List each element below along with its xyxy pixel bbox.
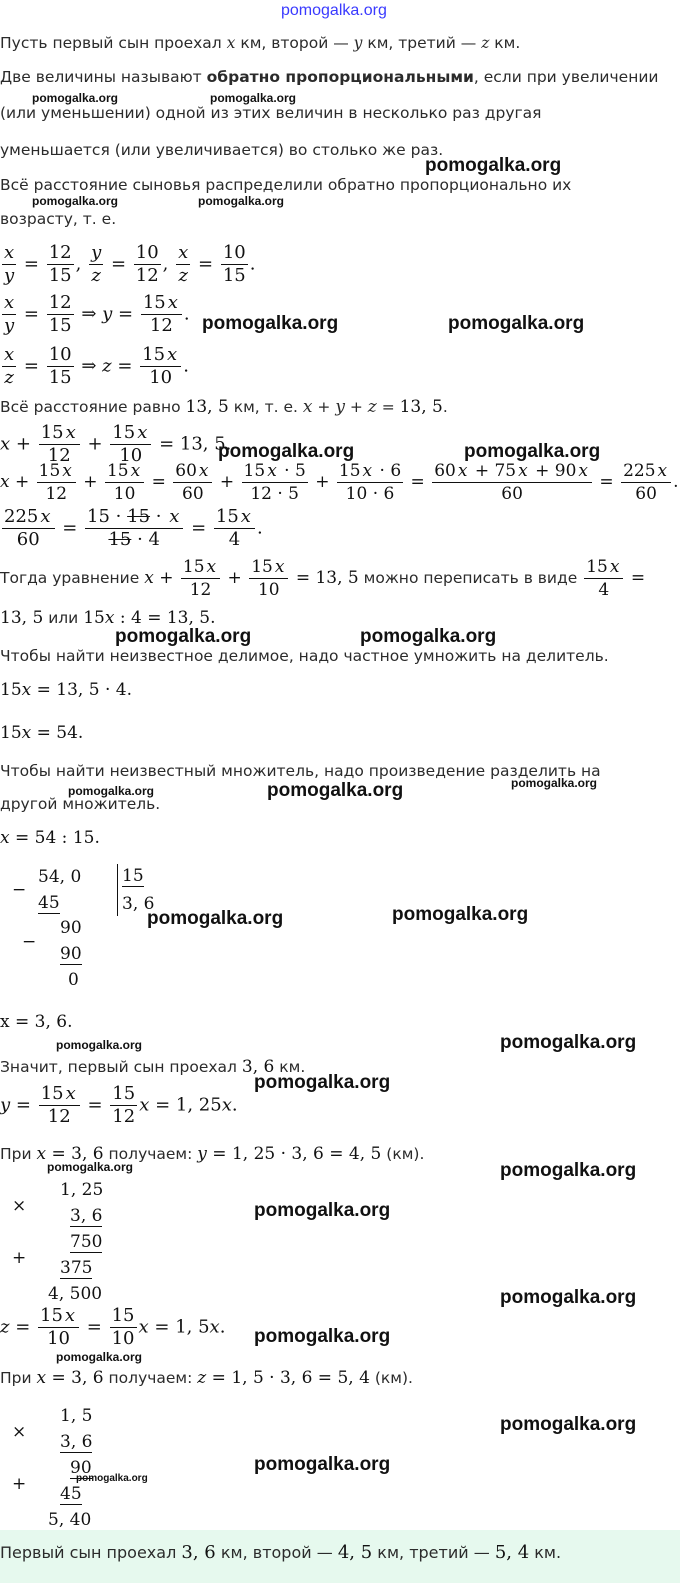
definition-line-1: Две величины называют обратно пропорциональными, если при увеличении: [0, 68, 659, 86]
rule-dividend: Чтобы найти неизвестное делимое, надо частное умножить на делитель.: [0, 647, 609, 665]
z-expression: $\frac{x}{z}$ = $\frac{10}{15}$ ⇒ z = $\frac{15 x}{10}$ .: [4, 344, 189, 388]
division-minus-1: −: [12, 880, 27, 900]
watermark: pomogalka.org: [464, 441, 601, 462]
y-expression: $\frac{x}{y}$ = $\frac{12}{15}$ ⇒ y = $\frac{15 x}{12}$ .: [4, 292, 190, 336]
rewrite-line-1: Тогда уравнение x + $\frac{15 x}{12}$ + $\frac{15 x}{10}$ = 13, 5 можно переписать в виде $\frac{15 x}{4}$ =: [0, 557, 646, 600]
answer-text: Первый сын проехал 3, 6 км, второй — 4, 5 км, третий — 5, 4 км.: [0, 1542, 562, 1563]
equation-6: x = 54 : 15.: [0, 828, 100, 848]
mult2-partial-2: 45: [60, 1484, 82, 1504]
watermark: pomogalka.org: [76, 1473, 148, 1484]
watermark: pomogalka.org: [500, 1032, 637, 1053]
watermark: pomogalka.org: [115, 626, 252, 647]
definition-line-3: уменьшается (или увеличивается) во столько же раз.: [0, 141, 444, 159]
mult2-times: ×: [12, 1422, 27, 1442]
watermark: pomogalka.org: [500, 1414, 637, 1435]
division-minus-2: −: [22, 932, 37, 952]
z-formula: z = $\frac{15 x}{10}$ = $\frac{15}{10}$ x = 1, 5x.: [0, 1305, 226, 1349]
division-sub-2: 90: [60, 944, 82, 964]
mult2-plus: +: [12, 1474, 27, 1494]
watermark: pomogalka.org: [198, 194, 285, 208]
definition-line-2: (или уменьшении) одной из этих величин в несколько раз другая: [0, 104, 542, 122]
intro-line: Пусть первый сын проехал x км, второй — y км, третий — z км.: [0, 34, 521, 52]
equation-2: x + $\frac{15 x}{12}$ + $\frac{15 x}{10}$ = $\frac{60 x}{60}$ + $\frac{15 x \cdot 5}{12 \cdot 5}$ + $\frac{15 x \cdot 6}{10 \cdot 6}$ = $\frac{60 x + 75 x + 90 x}{60}$ = $\frac{225 x}{60}$ .: [0, 461, 679, 504]
division-sub-1: 45: [38, 893, 60, 913]
watermark: pomogalka.org: [254, 1200, 391, 1221]
mult2-partial-1: 90: [70, 1458, 92, 1478]
division-dividend: 54, 0: [38, 867, 82, 887]
total-distance-line: Всё расстояние равно 13, 5 км, т. е. x + y + z = 13, 5.: [0, 397, 448, 417]
mult1-result: 4, 500: [48, 1284, 103, 1304]
watermark: pomogalka.org: [392, 904, 529, 925]
watermark: pomogalka.org: [254, 1454, 391, 1475]
watermark: pomogalka.org: [56, 1350, 143, 1364]
watermark: pomogalka.org: [500, 1160, 637, 1181]
watermark: pomogalka.org: [254, 1072, 391, 1093]
division-quotient: 3, 6: [122, 894, 155, 914]
equation-4: 15x = 13, 5 · 4.: [0, 680, 132, 700]
answer-box: [0, 1530, 680, 1583]
division-rem-1: 90: [60, 918, 82, 938]
ratios-formula: $\frac{x}{y}$ = $\frac{12}{15}$ , $\frac{y}{z}$ = $\frac{10}{12}$ , $\frac{x}{z}$ = $\frac{10}{15}$ .: [4, 242, 256, 286]
watermark: pomogalka.org: [147, 908, 284, 929]
mult1-times: ×: [12, 1196, 27, 1216]
mult2-result: 5, 40: [48, 1510, 92, 1530]
y-formula: y = $\frac{15 x}{12}$ = $\frac{15}{12}$ x = 1, 25x.: [0, 1083, 238, 1127]
rewrite-line-2: 13, 5 или 15x : 4 = 13, 5.: [0, 608, 216, 628]
watermark: pomogalka.org: [254, 1326, 391, 1347]
watermark: pomogalka.org: [32, 194, 119, 208]
watermark: pomogalka.org: [68, 784, 155, 798]
watermark: pomogalka.org: [267, 780, 404, 801]
watermark: pomogalka.org: [47, 1160, 134, 1174]
watermark: pomogalka.org: [500, 1287, 637, 1308]
watermark: pomogalka.org: [360, 626, 497, 647]
rule-factor-line-1: Чтобы найти неизвестный множитель, надо произведение разделить на: [0, 762, 601, 780]
mult2-factor-b: 3, 6: [60, 1432, 93, 1452]
watermark-top: pomogalka.org: [281, 2, 387, 19]
watermark: pomogalka.org: [425, 155, 562, 176]
y-value-line: При x = 3, 6 получаем: y = 1, 25 · 3, 6 = 4, 5 (км).: [0, 1144, 425, 1164]
division-rem-2: 0: [68, 970, 79, 990]
mult2-factor-a: 1, 5: [60, 1406, 93, 1426]
division-divisor: 15: [122, 866, 144, 886]
equation-1: x + $\frac{15 x}{12}$ + $\frac{15 x}{10}$ = 13, 5.: [0, 422, 232, 466]
distribution-line-2: возрасту, т. е.: [0, 210, 117, 228]
mult1-plus: +: [12, 1248, 27, 1268]
watermark: pomogalka.org: [56, 1038, 143, 1052]
mult1-partial-1: 750: [70, 1232, 103, 1252]
x-result: x = 3, 6.: [0, 1012, 73, 1032]
first-son-line: Значит, первый сын проехал 3, 6 км.: [0, 1057, 306, 1077]
mult1-factor-a: 1, 25: [60, 1180, 104, 1200]
z-value-line: При x = 3, 6 получаем: z = 1, 5 · 3, 6 = 5, 4 (км).: [0, 1368, 413, 1388]
watermark: pomogalka.org: [218, 441, 355, 462]
watermark: pomogalka.org: [448, 313, 585, 334]
distribution-line-1: Всё расстояние сыновья распределили обратно пропорционально их: [0, 176, 572, 194]
watermark: pomogalka.org: [511, 776, 598, 790]
mult1-factor-b: 3, 6: [70, 1206, 103, 1226]
watermark: pomogalka.org: [202, 313, 339, 334]
equation-3: $\frac{225 x}{60}$ = $\frac{15 \cdot 15 \cdot x}{15 \cdot 4}$ = $\frac{15 x}{4}$ .: [4, 506, 263, 550]
mult1-partial-2: 375: [60, 1258, 93, 1278]
rule-factor-line-2: другой множитель.: [0, 795, 161, 813]
division-bar: [117, 864, 118, 916]
equation-5: 15x = 54.: [0, 723, 84, 743]
watermark: pomogalka.org: [210, 91, 297, 105]
watermark: pomogalka.org: [32, 91, 119, 105]
